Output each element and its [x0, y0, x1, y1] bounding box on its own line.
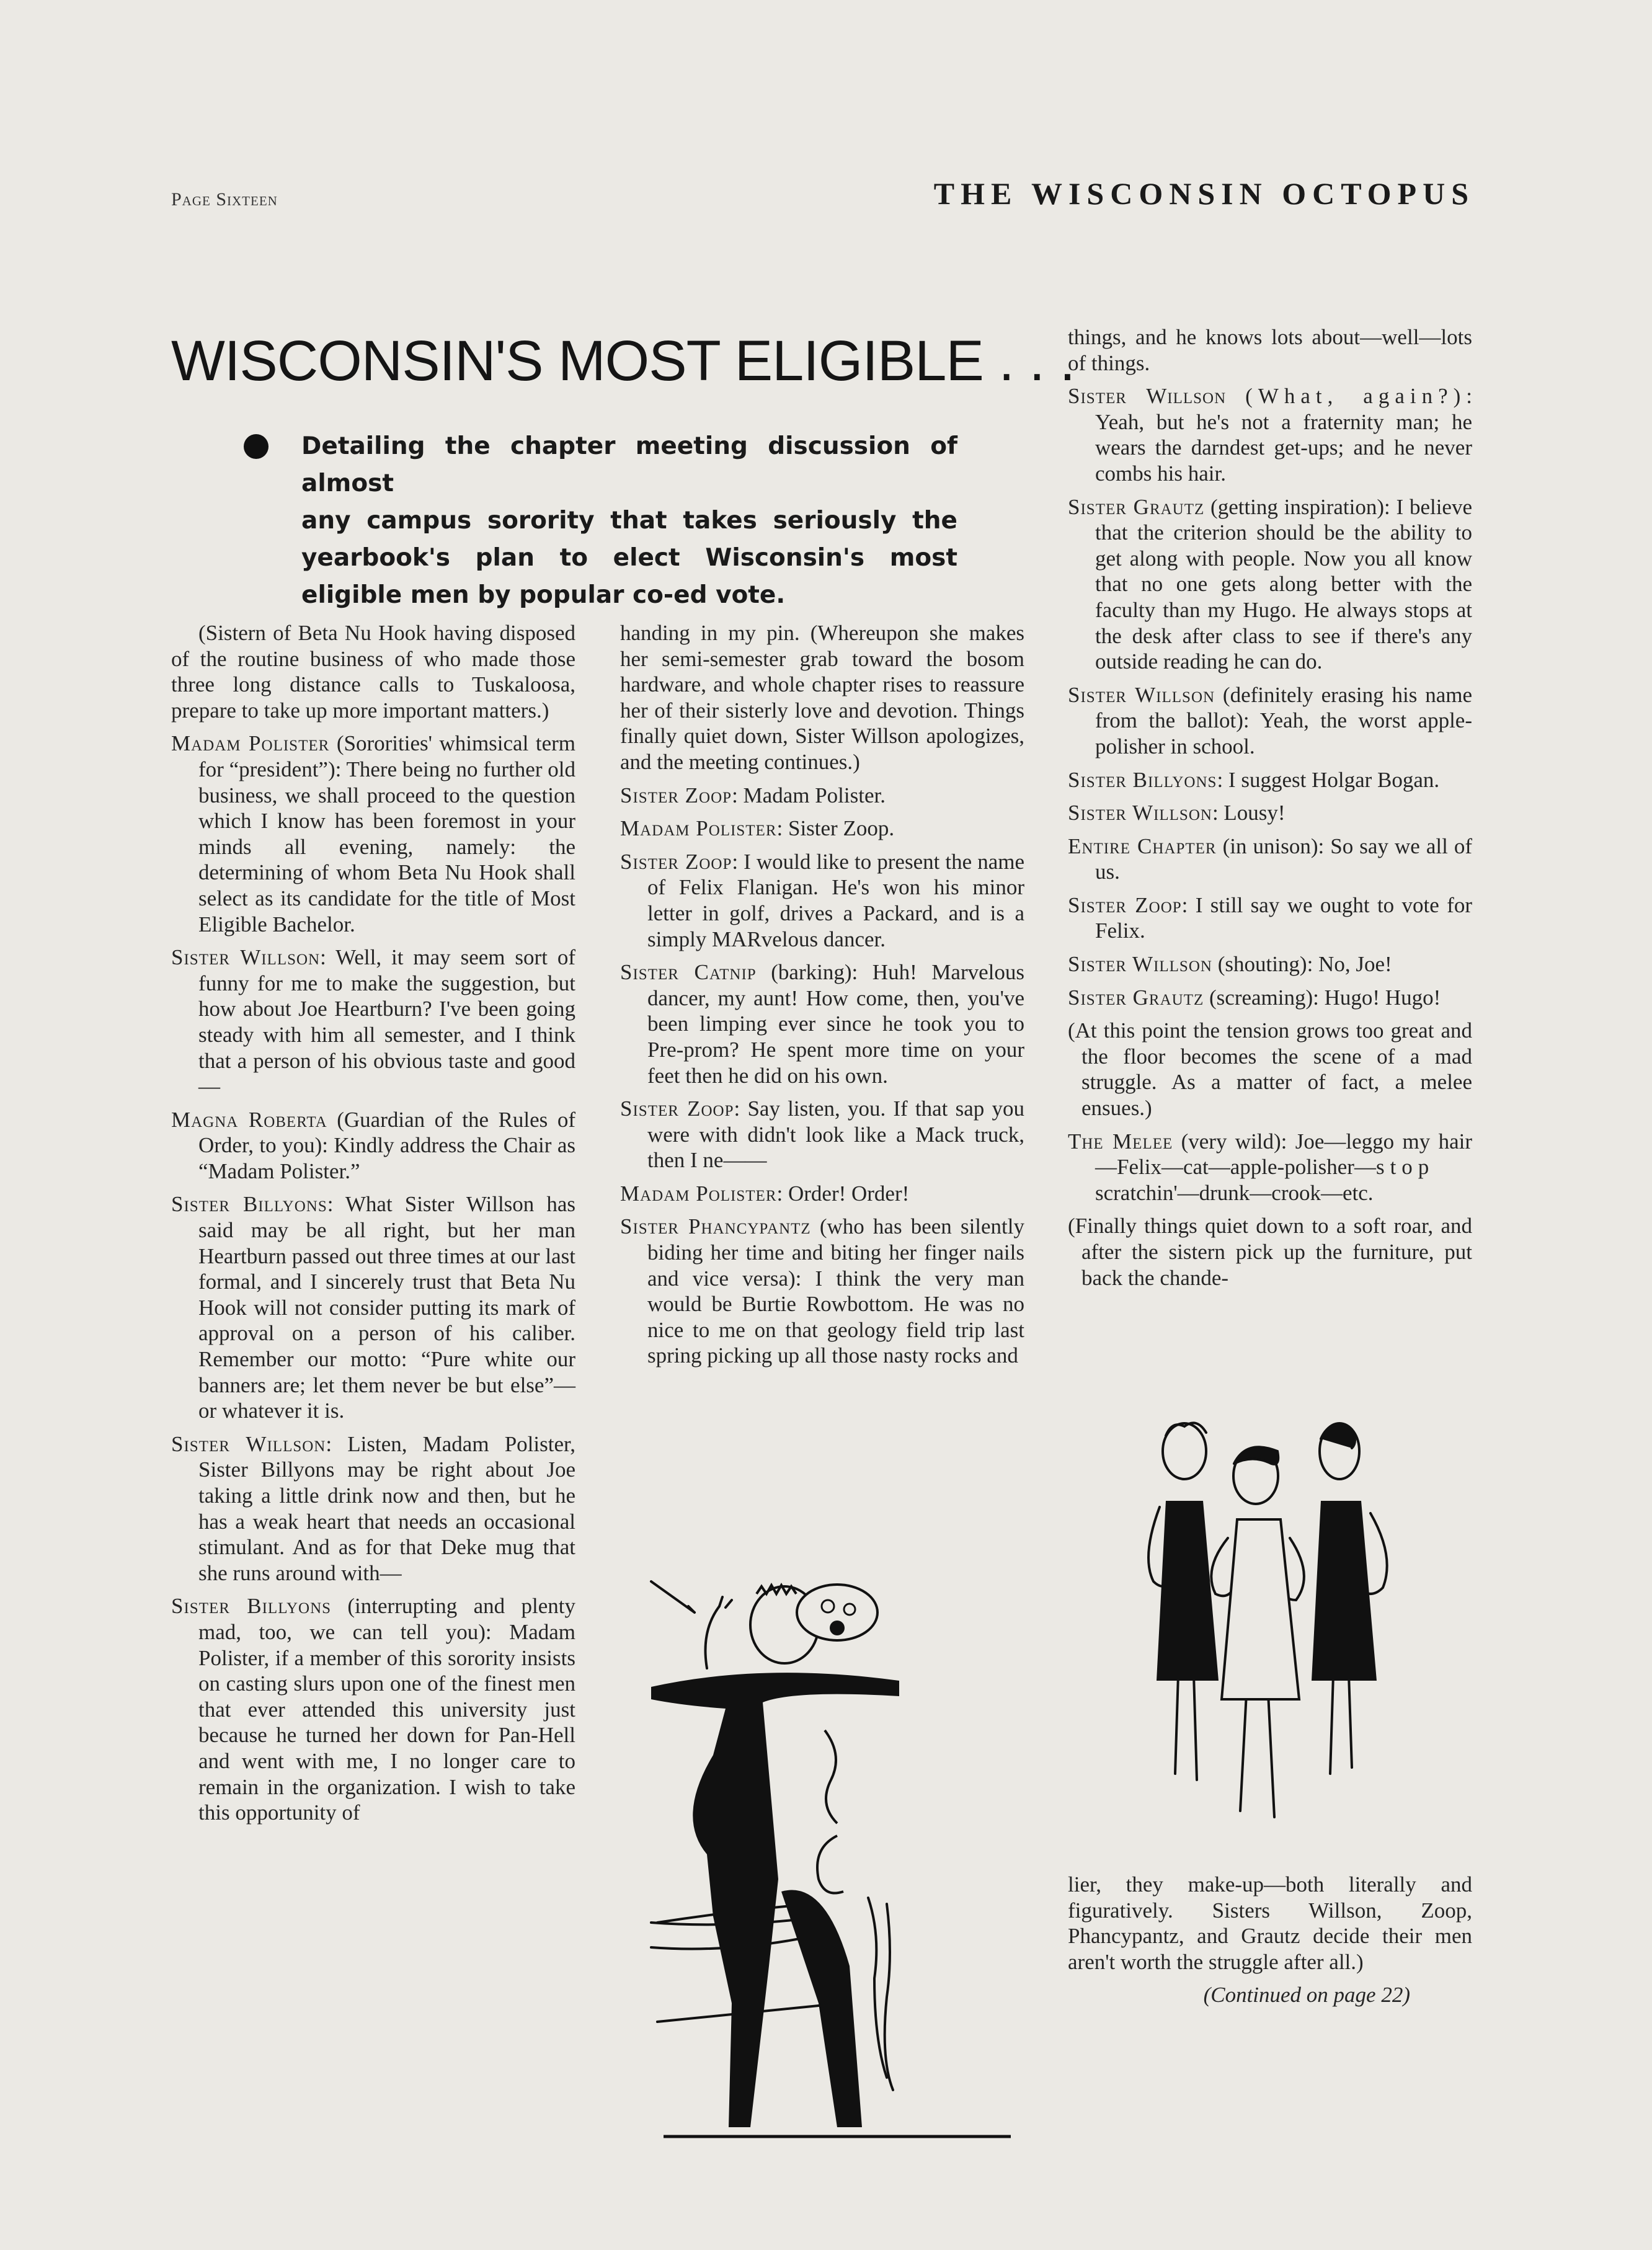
dialogue-line	[171, 731, 575, 937]
bullet-icon	[244, 434, 269, 459]
column-1	[171, 620, 575, 1833]
dialogue-text: : Well, it may seem sort of funny for me to make the suggestion, but how about Joe Heartburn? I've been going steady with him all semester, and I think that a person of his obvious taste and good—	[198, 945, 575, 1099]
dialogue-text: (in unison): So say we all of us.	[1095, 834, 1472, 884]
dialogue-line	[1068, 892, 1472, 944]
speaker-name: Sister Phancypantz	[620, 1214, 811, 1239]
speaker-name: Sister Grautz	[1068, 985, 1204, 1010]
dialogue-text: : Yeah, but he's not a fraternity man; he wears the darndest get-ups; and he never combs his hair.	[1095, 384, 1472, 486]
continued-paragraph: things, and he knows lots about—well—lots of things.	[1068, 325, 1472, 375]
dialogue-text: : Listen, Madam Polister, Sister Billyons may be right about Joe taking a little drink now and then, but he has a weak heart that needs an occasional stimulant. And as for that Deke mug that she runs around with—	[198, 1431, 575, 1585]
dialogue-text: (who has been silently biding her time and biting her finger nails and vice versa): I think the very man would be Burtie Rowbottom. He was no nice to me on that geology field trip last spring picking up all those nasty rocks and	[647, 1214, 1024, 1368]
dialogue-text: (barking): Huh! Marvelous dancer, my aunt! How come, then, you've been limping ever since he took you to Pre-prom? He spent more time on your feet then he did on his own.	[647, 960, 1025, 1088]
column-3-bottom	[1068, 1872, 1472, 2008]
dialogue-text: : I would like to present the name of Felix Flanigan. He's won his minor letter in golf, drives a Packard, and is a simply MARvelous dancer.	[647, 849, 1024, 951]
dialogue-text: scratchin'—drunk—crook—etc.	[1095, 1180, 1374, 1205]
subhead-line-rest: any campus sorority that takes seriously the yearbook's plan to elect Wisconsin's most eligible men by popular co-ed vote.	[301, 507, 957, 609]
speaker-name: Sister Zoop	[620, 1096, 734, 1121]
dialogue-text: (getting inspiration): I believe that the criterion should be the ability to get along with people. Now you all know that no one gets along better with the faculty than my Hugo. He always stops at the desk after class to see if there's any outside reading he can do.	[1095, 494, 1472, 674]
continued-paragraph: handing in my pin. (Whereupon she makes her semi-semester grab toward the bosom hardware, and whole chapter rises to reassure her of their sisterly love and devotion. Things finally quiet down, Sister Willson apologizes, and the meeting continues.)	[620, 621, 1024, 774]
stage-direction: (Finally things quiet down to a soft roar, and after the sistern pick up the furniture, put back the chande-	[1068, 1214, 1472, 1290]
speaker-name: Sister Billyons	[171, 1594, 332, 1619]
speaker-name: Sister Willson	[1068, 384, 1227, 409]
dialogue-text: (interrupting and plenty mad, too, we can tell you): Madam Polister, if a member of this sorority insists on casting slurs upon one of the finest men that ever attended this university just because he turned her down for Pan-Hell and went with me, I no longer care to remain in the organization. I wish to take this opportunity of	[198, 1594, 576, 1825]
speaker-name: Sister Willson	[1068, 801, 1212, 825]
dialogue-line	[1068, 951, 1472, 977]
dialogue-text: (screaming): Hugo! Hugo!	[1204, 985, 1441, 1010]
speaker-name: Sister Zoop	[1068, 892, 1182, 917]
dialogue-line	[1068, 767, 1472, 793]
speaker-name: Entire Chapter	[1068, 834, 1217, 858]
dialogue-line	[1068, 985, 1472, 1011]
dialogue-line	[171, 1431, 575, 1586]
dialogue-text: : Madam Polister.	[732, 783, 886, 807]
speaker-name: Sister Willson	[1068, 682, 1215, 707]
speaker-name: Sister Billyons	[1068, 767, 1217, 792]
column-2	[620, 620, 1024, 1376]
stage-direction: (At this point the tension grows too great and the floor becomes the scene of a mad struggle. As a matter of fact, a melee ensues.)	[1068, 1018, 1472, 1121]
magazine-masthead: THE WISCONSIN OCTOPUS	[933, 176, 1475, 211]
speaker-name: Sister Willson	[1068, 952, 1212, 977]
column-3	[1068, 324, 1472, 1298]
dialogue-text: : I suggest Holgar Bogan.	[1217, 767, 1440, 792]
dialogue-line	[1068, 383, 1472, 486]
dialogue-line	[171, 1107, 575, 1185]
dialogue-line	[620, 816, 1024, 842]
dancing-couple-drawing-icon	[639, 1569, 1042, 2146]
speaker-name: Sister Catnip	[620, 960, 757, 985]
dialogue-line	[620, 849, 1024, 952]
speaker-name: Sister Zoop	[620, 849, 732, 874]
article-title: WISCONSIN'S MOST ELIGIBLE . . .	[171, 329, 1075, 393]
dialogue-line	[620, 1181, 1024, 1207]
dialogue-line	[1068, 1129, 1472, 1206]
speaker-name: Sister Billyons	[171, 1192, 327, 1217]
dialogue-text: (definitely erasing his name from the ballot): Yeah, the worst apple-polisher in school.	[1095, 682, 1472, 758]
dialogue-text: : Sister Zoop.	[776, 816, 895, 841]
dialogue-text: (Sororities' whimsical term for “president”): There being no further old business, we shall proceed to the question which I know has been foremost in your minds all evening, namely: the determining of whom Beta Nu Hook shall select as its candidate for the title of Most Eligible Bachelor.	[198, 731, 575, 936]
dialogue-text: : Say listen, you. If that sap you were with didn't look like a Mack truck, then I ne——	[647, 1096, 1024, 1173]
dialogue-text: (Guardian of the Rules of Order, to you): Kindly address the Chair as “Madam Polister.”	[198, 1107, 575, 1183]
dialogue-line	[171, 1593, 575, 1825]
dialogue-line	[620, 959, 1024, 1088]
article-subhead	[244, 428, 957, 614]
dialogue-line	[1068, 800, 1472, 826]
speaker-name: Sister Willson	[171, 1431, 326, 1456]
speaker-name: Magna Roberta	[171, 1107, 327, 1132]
dialogue-line	[1068, 682, 1472, 760]
speaker-name: Madam Polister	[620, 816, 777, 841]
dialogue-line	[620, 1096, 1024, 1173]
speaker-name: Sister Willson	[171, 945, 321, 970]
dialogue-text: (very wild): Joe—leggo my hair—Felix—cat—apple-polisher—	[1095, 1129, 1472, 1180]
dialogue-line	[171, 945, 575, 1100]
dialogue-text: : Order! Order!	[776, 1181, 910, 1206]
dialogue-text: : What Sister Willson has said may be all right, but her man Heartburn passed out three times at our last formal, and I sincerely trust that Beta Nu Hook will not consider putting its mark of approval on a person of his caliber. Remember our motto: “Pure white our banners are; let them never be but else”—or whatever it is.	[198, 1192, 576, 1423]
speaker-name: Madam Polister	[171, 731, 330, 756]
dialogue-text: (shouting): No, Joe!	[1212, 952, 1392, 977]
speaker-name: Sister Zoop	[620, 783, 732, 807]
dialogue-line	[171, 1191, 575, 1423]
speaker-name: Sister Grautz	[1068, 494, 1205, 519]
dialogue-line	[620, 1214, 1024, 1369]
page-number: Page Sixteen	[171, 189, 278, 210]
stop-text: stop	[1375, 1155, 1435, 1180]
dialogue-text: : I still say we ought to vote for Felix.	[1095, 892, 1472, 943]
subhead-line-1: Detailing the chapter meeting discussion of almost	[301, 432, 957, 497]
dialogue-line	[620, 783, 1024, 809]
dialogue-text: : Lousy!	[1212, 801, 1286, 825]
continued-paragraph: lier, they make-up—both literally and figuratively. Sisters Willson, Zoop, Phancypantz, and Grautz decide their men aren't worth the struggle after all.)	[1068, 1872, 1472, 1974]
dialogue-line	[1068, 494, 1472, 675]
three-women-drawing-icon	[1135, 1414, 1408, 1836]
dialogue-line	[1068, 834, 1472, 885]
speaker-name: Madam Polister	[620, 1181, 777, 1206]
aside-text: (What, again?)	[1245, 384, 1467, 409]
continued-note: (Continued on page 22)	[1203, 1983, 1410, 2008]
speaker-name: The Melee	[1068, 1129, 1173, 1154]
intro-paragraph: (Sistern of Beta Nu Hook having disposed of the routine business of who made those three long distance calls to Tuskaloosa, prepare to take up more important matters.)	[171, 621, 575, 723]
